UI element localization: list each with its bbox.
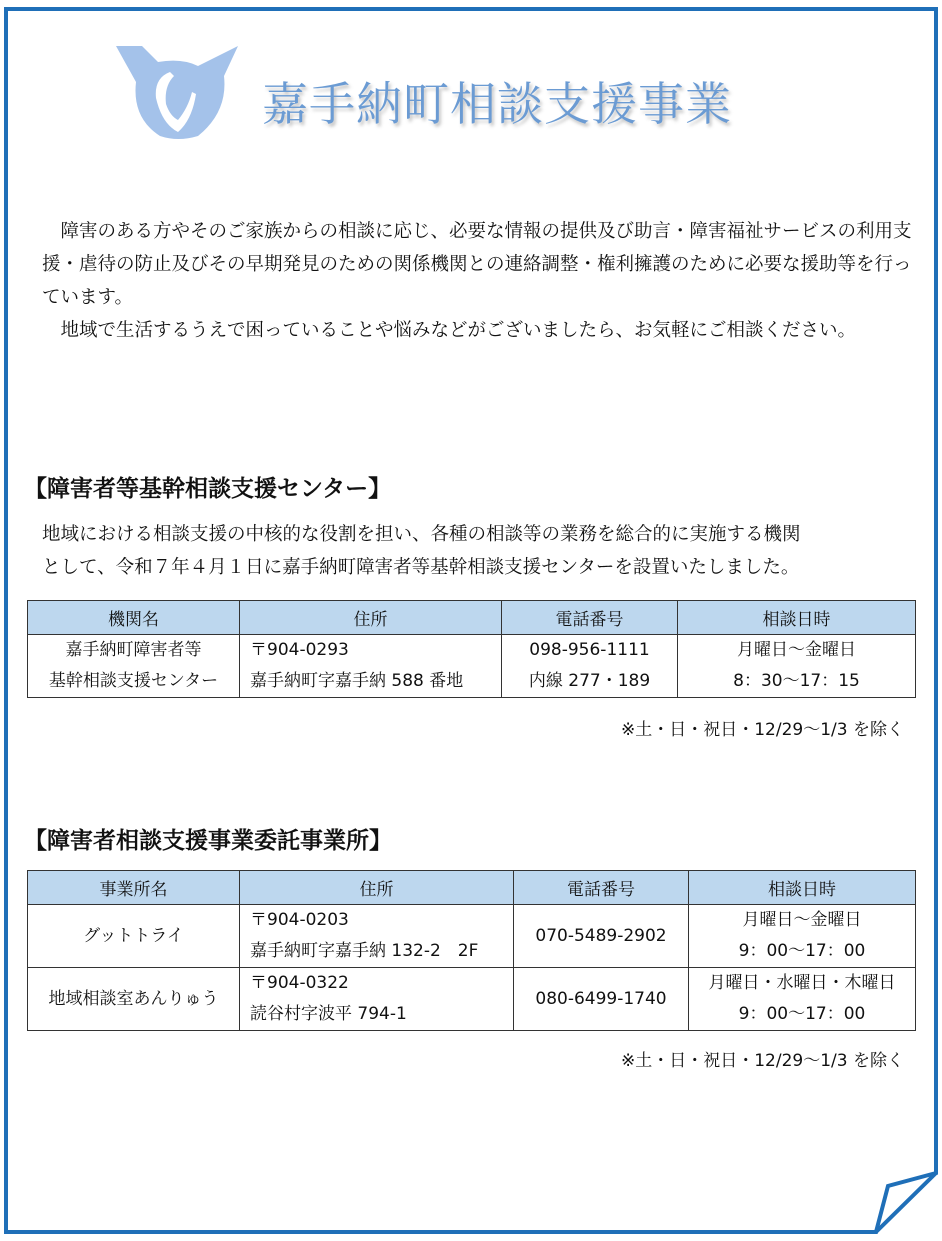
column-header: 電話番号 xyxy=(502,601,678,635)
description-line: として、令和７年４月１日に嘉手納町障害者等基幹相談支援センターを設置いたしました。 xyxy=(42,557,800,578)
column-header: 電話番号 xyxy=(514,871,689,905)
table-row xyxy=(28,635,916,698)
phone-cell xyxy=(502,635,678,698)
address-cell xyxy=(240,968,514,1031)
column-header: 住所 xyxy=(240,871,514,905)
table-row xyxy=(28,905,916,968)
section-description xyxy=(42,518,922,584)
column-header: 相談日時 xyxy=(678,601,916,635)
address-line: 嘉手納町字嘉手納 588 番地 xyxy=(250,671,464,691)
hours-cell xyxy=(678,635,916,698)
postal-code: 〒904-0293 xyxy=(250,640,349,660)
days: 月曜日～金曜日 xyxy=(737,640,856,660)
postal-code: 〒904-0203 xyxy=(250,910,349,930)
address-line: 読谷村字波平 794-1 xyxy=(250,1004,407,1024)
name-line: 基幹相談支援センター xyxy=(48,671,219,691)
column-header: 事業所名 xyxy=(28,871,240,905)
address-cell xyxy=(240,905,514,968)
column-header: 住所 xyxy=(240,601,502,635)
phone-number: 098-956-1111 xyxy=(529,640,650,660)
section-heading-contractors: 【障害者相談支援事業委託事業所】 xyxy=(24,828,392,854)
phone-extension: 内線 277・189 xyxy=(528,671,651,691)
table-note: ※土・日・祝日・12/29～1/3 を除く xyxy=(621,720,904,740)
name-cell: グットトライ xyxy=(28,905,240,968)
page-title: 嘉手納町相談支援事業 xyxy=(262,77,732,131)
column-header: 機関名 xyxy=(28,601,240,635)
hours: 8：30～17：15 xyxy=(733,671,860,691)
description-line: 地域における相談支援の中核的な役割を担い、各種の相談等の業務を総合的に実施する機関 xyxy=(42,524,801,545)
column-header: 相談日時 xyxy=(689,871,916,905)
hours-cell xyxy=(689,968,916,1031)
intro-paragraph: 障害のある方やそのご家族からの相談に応じ、必要な情報の提供及び助言・障害福祉サービスの利用支援・虐待の防止及びその早期発見のための関係機関との連絡調整・権利擁護のために必要な援助等を行っています。 xyxy=(42,221,912,308)
hours: 9：00～17：00 xyxy=(738,1004,866,1024)
table-row xyxy=(28,968,916,1031)
intro-paragraph: 地域で生活するうえで困っていることや悩みなどがございましたら、お気軽にご相談ください。 xyxy=(60,320,857,341)
phone-cell: 080-6499-1740 xyxy=(514,968,689,1031)
name-cell xyxy=(28,635,240,698)
address-line: 嘉手納町字嘉手納 132-2 2F xyxy=(250,941,479,961)
hours-cell xyxy=(689,905,916,968)
address-cell xyxy=(240,635,502,698)
section-heading-center: 【障害者等基幹相談支援センター】 xyxy=(24,476,392,502)
table-header-row xyxy=(28,601,916,635)
table-header-row xyxy=(28,871,916,905)
hours: 9：00～17：00 xyxy=(738,941,866,961)
intro-text xyxy=(42,215,922,347)
phone-cell: 070-5489-2902 xyxy=(514,905,689,968)
postal-code: 〒904-0322 xyxy=(250,973,349,993)
name-cell: 地域相談室あんりゅう xyxy=(28,968,240,1031)
name-line: 嘉手納町障害者等 xyxy=(65,640,202,660)
days: 月曜日・水曜日・木曜日 xyxy=(708,973,896,993)
table-note: ※土・日・祝日・12/29～1/3 を除く xyxy=(621,1051,904,1071)
contractor-table xyxy=(27,870,916,1031)
center-table xyxy=(27,600,916,698)
town-emblem-logo xyxy=(112,42,244,142)
days: 月曜日～金曜日 xyxy=(742,910,862,930)
